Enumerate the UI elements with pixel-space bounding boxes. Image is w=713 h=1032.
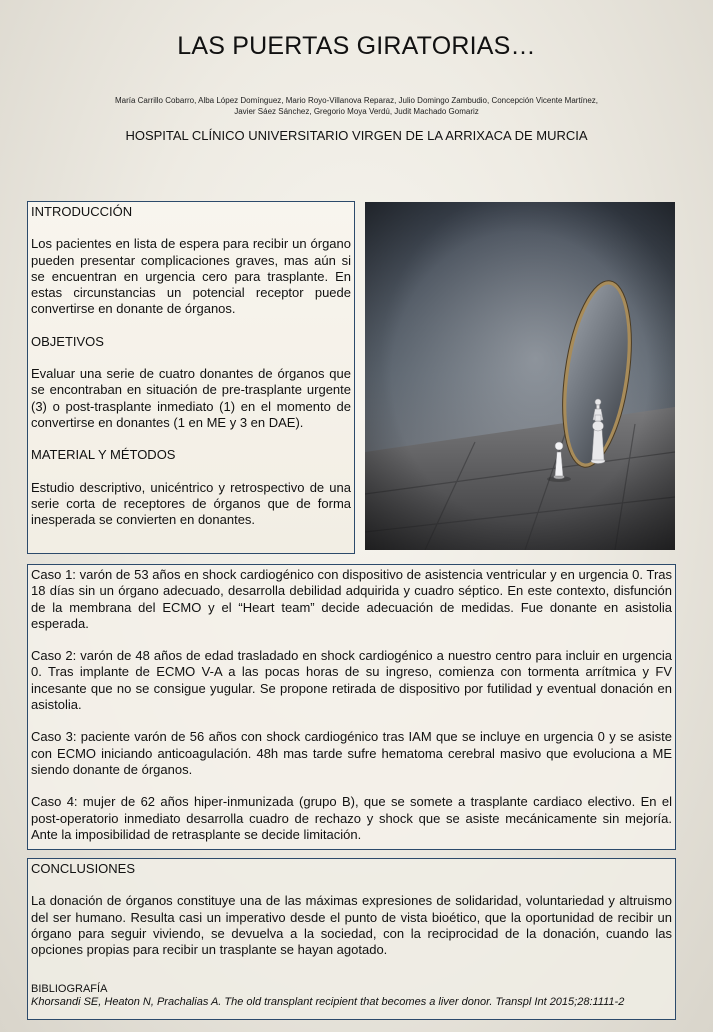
objectives-heading: OBJETIVOS	[31, 333, 104, 349]
case-3-text: Caso 3: paciente varón de 56 años con shock cardiogénico tras IAM que se incluye en urgencia 0 y se asiste con ECMO iniciando anticoagulación. 48h mas tarde sufre hematoma cerebral masivo que evoluciona a ME siendo donante de órganos.	[31, 729, 672, 777]
bibliography-text: Khorsandi SE, Heaton N, Prachalias A. The old transplant recipient that becomes a liver donor. Transpl Int 2015;28:1111-2	[31, 996, 625, 1009]
objectives-text: Evaluar una serie de cuatro donantes de órganos que se encontraban en situación de pre-trasplante urgente (3) o post-trasplante inmediato (1) en el momento de convertirse en donantes (1 en ME y 3 en DAE).	[31, 366, 351, 430]
authors	[60, 95, 653, 117]
poster-title: LAS PUERTAS GIRATORIAS…	[177, 32, 536, 60]
conclusions-heading: CONCLUSIONES	[31, 861, 136, 876]
conclusions-panel	[27, 858, 676, 1020]
case-4-text: Caso 4: mujer de 62 años hiper-inmunizada (grupo B), que se somete a trasplante cardiaco electivo. En el post-operatorio inmediato desarrolla cuadro de rechazo y shock que se asiste mecánicamente sin mejoría. Ante la imposibilidad de retrasplante se decide limitación.	[31, 794, 672, 842]
introduction-heading: INTRODUCCIÓN	[31, 204, 133, 219]
case-2-text: Caso 2: varón de 48 años de edad trasladado en shock cardiogénico a nuestro centro para incluir en urgencia 0. Tras implante de ECMO V-A a las pocas horas de su ingreso, comienza con tormenta arrítmica y FV incesante que no se consigue yugular. Se propone retirada de dispositivo por futilidad y eventual donación en asistolia.	[31, 648, 672, 713]
mirror-chess-photo	[365, 202, 675, 550]
introduction-panel	[27, 201, 355, 554]
authors-line-2: Javier Sáez Sánchez, Gregorio Moya Verdú, Judit Machado Gomariz	[234, 107, 479, 116]
hospital-name: HOSPITAL CLÍNICO UNIVERSITARIO VIRGEN DE LA ARRIXACA DE MURCIA	[125, 128, 588, 143]
bibliography-heading: BIBLIOGRAFÍA	[31, 983, 108, 996]
introduction-text: Los pacientes en lista de espera para recibir un órgano pueden presentar complicaciones graves, mas aún si se encuentran en urgencia cero para trasplante. En estas circunstancias un potencial receptor puede convertirse en donante de órganos.	[31, 236, 351, 317]
authors-line-1: María Carrillo Cobarro, Alba López Domínguez, Mario Royo-Villanova Reparaz, Julio Domingo Zambudio, Concepción Vicente Martínez,	[114, 96, 599, 105]
methods-heading: MATERIAL Y MÉTODOS	[31, 447, 176, 463]
cases-panel	[27, 564, 676, 850]
methods-text: Estudio descriptivo, unicéntrico y retrospectivo de una serie corta de receptores de órganos que de forma inesperada se convierten en donantes.	[31, 479, 351, 528]
case-1-text: Caso 1: varón de 53 años en shock cardiogénico con dispositivo de asistencia ventricular y en urgencia 0. Tras 18 días sin un órgano adecuado, desarrolla debilidad adquirida y cuadro séptico. En este contexto, disfunción de la membrana del ECMO y el “Heart team” decide adecuación de medidas. Fue donante en asistolia esperada.	[31, 567, 672, 631]
conclusions-text: La donación de órganos constituye una de las máximas expresiones de solidaridad, voluntariedad y altruismo del ser humano. Resulta casi un imperativo desde el punto de vista bioético, que la oportunidad de recibir un órgano para seguir viviendo, se devuelva a la sociedad, con la reciprocidad de la donación, cuando las opciones propias para recibir un trasplante se hayan agotado.	[31, 893, 672, 958]
